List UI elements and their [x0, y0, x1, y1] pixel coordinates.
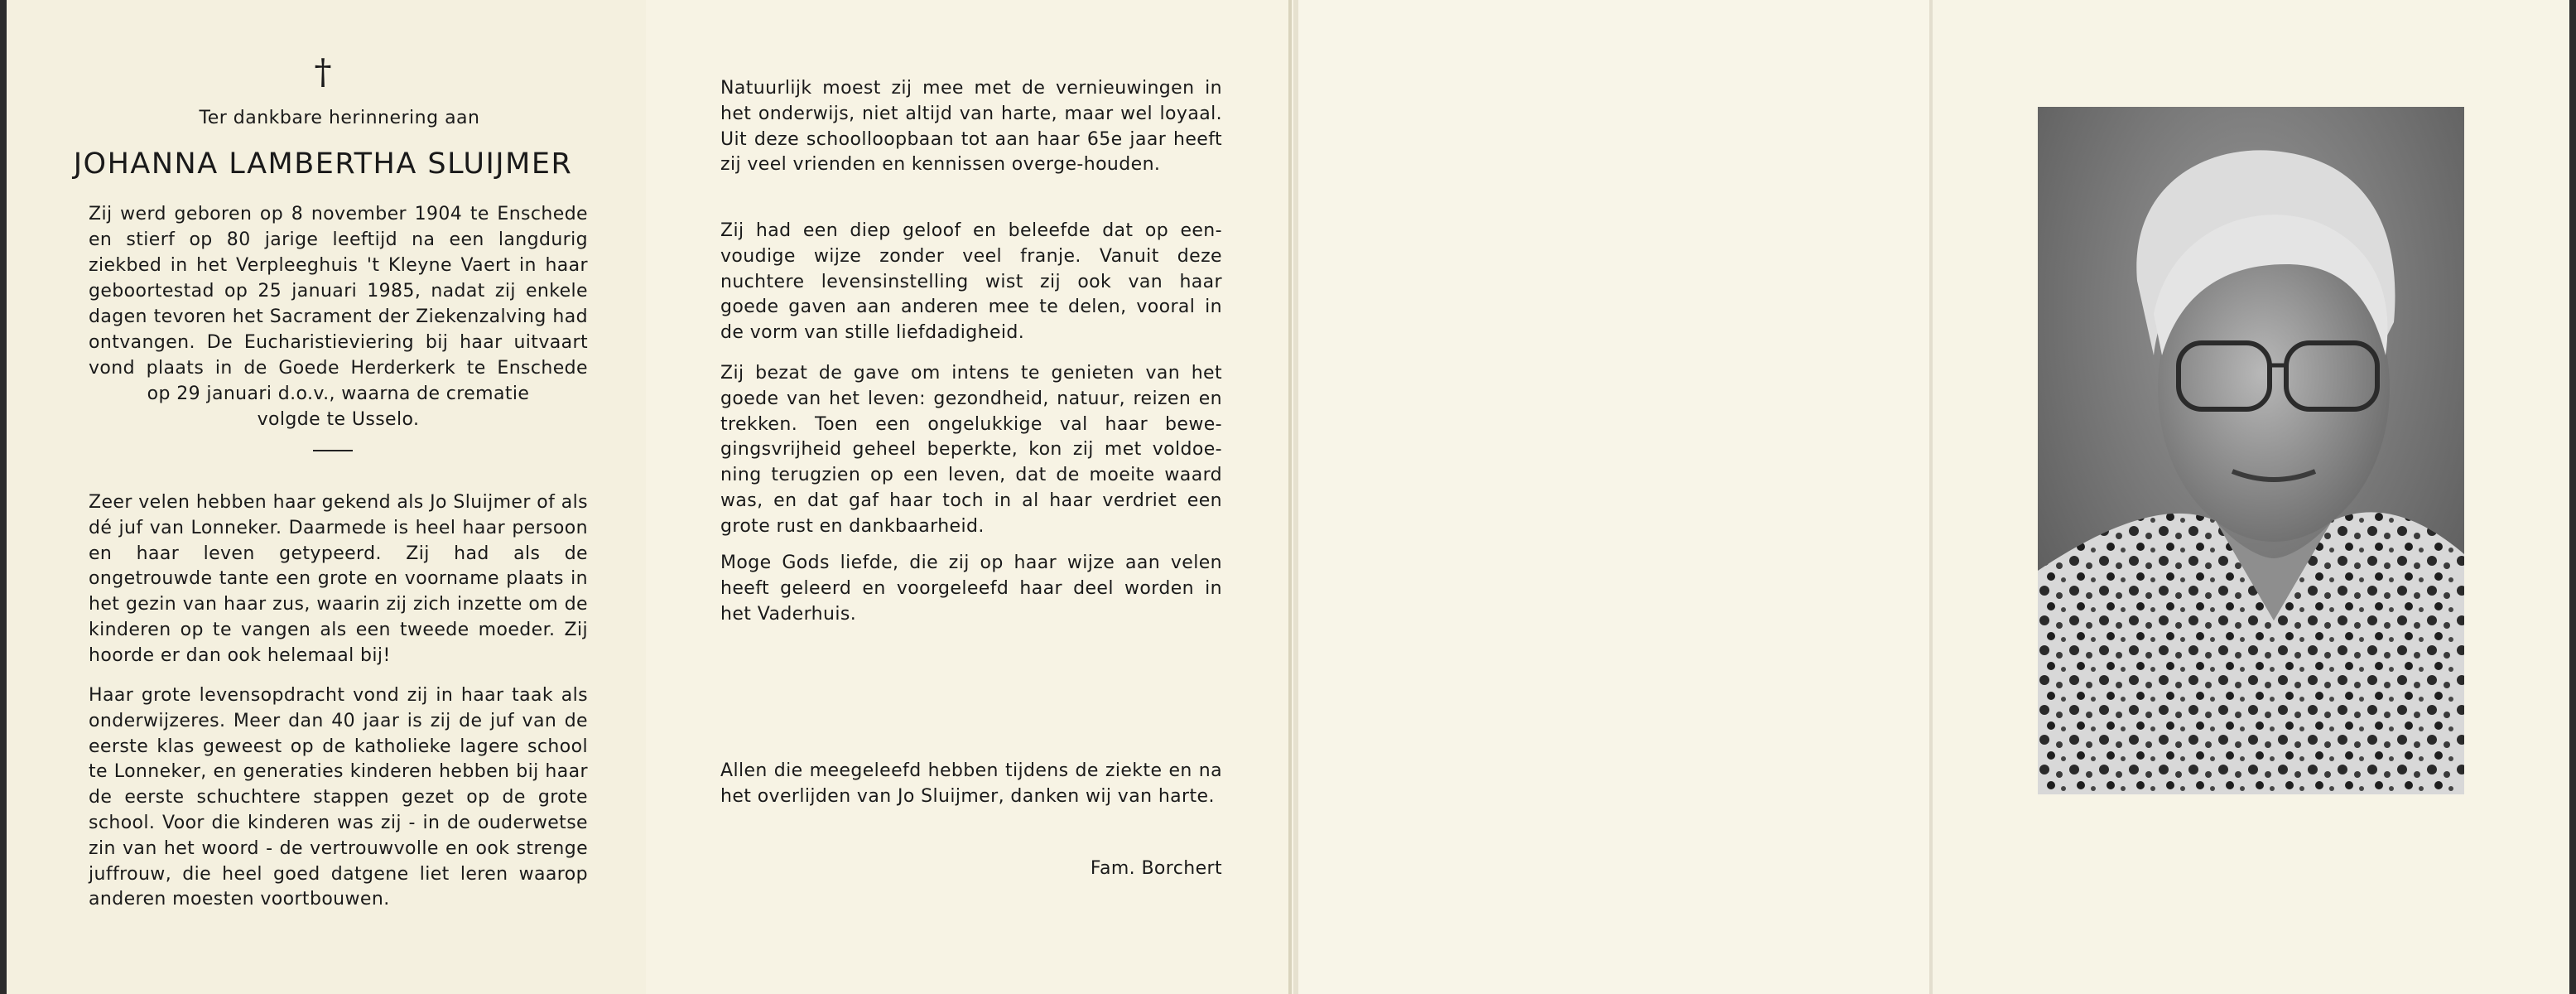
paragraph-career: Natuurlijk moest zij mee met de vernieuwingen in het onderwijs, niet altijd van harte, maar wel loyaal. Uit deze schoolloopbaan tot aan haar 65e jaar heeft zij veel vrienden en kennissen overge-houden. [720, 78, 1222, 176]
cross-icon: † [314, 51, 332, 92]
paragraph-known-as: Zeer velen hebben haar gekend als Jo Sluijmer of als dé juf van Lonneker. Daarmede is heel haar persoon en haar leven getypeerd. Zij had als de ongetrouwde tante een grote en voorname plaats in het gezin van haar zus, waarin zij zich inzette om de kinderen op te vangen als een tweede moeder. Zij hoorde er dan ook helemaal bij! [89, 492, 588, 666]
intro-text: Ter dankbare herinnering aan [199, 108, 480, 128]
thanks-text: Allen die meegeleefd hebben tijdens de ziekte en na het overlijden van Jo Sluijmer, danken wij van harte. [720, 760, 1222, 807]
bio-line: ontvangen. De Eucharistieviering bij haar uitvaart [89, 332, 588, 353]
divider-rule [313, 450, 353, 451]
card-panel-blank [1293, 0, 1929, 994]
bio-line: geboortestad op 25 januari 1985, nadat zij enkele [89, 281, 588, 302]
card-fold [1288, 0, 1292, 994]
bio-line: vond plaats in de Goede Herderkerk te Enschede [89, 358, 588, 379]
paragraph-prayer: Moge Gods liefde, die zij op haar wijze aan velen heeft geleerd en voorgeleefd haar deel worden in het Vaderhuis. [720, 552, 1222, 625]
portrait-photo [2038, 107, 2464, 794]
bio-line: en stierf op 80 jarige leeftijd na een langdurig [89, 229, 588, 250]
paragraph-faith: Zij had een diep geloof en beleefde dat op een-voudige wijze zonder veel franje. Vanuit deze nuchtere levensinstelling wist zij ook van haar goede gaven aan anderen mee te delen, vooral in de vorm van stille liefdadigheid. [720, 220, 1222, 344]
bio-line: op 29 januari d.o.v., waarna de crematie [147, 384, 530, 404]
deceased-name: JOHANNA LAMBERTHA SLUIJMER [73, 147, 573, 181]
bio-line: ziekbed in het Verpleeghuis 't Kleyne Vaert in haar [89, 255, 588, 276]
signature: Fam. Borchert [1090, 858, 1222, 879]
paragraph-life: Zij bezat de gave om intens te genieten van het goede van het leven: gezondheid, natuur, reizen en trekken. Toen een ongelukkige val haar bewe-gingsvrijheid geheel beperkte, kon zij met voldoe-ning terugzien op een leven, dat de moeite waard was, en dat gaf haar toch in al haar verdriet een grote rust en dankbaarheid. [720, 363, 1222, 537]
bio-line: Zij werd geboren op 8 november 1904 te Enschede [89, 204, 588, 224]
paragraph-teacher: Haar grote levensopdracht vond zij in haar taak als onderwijzeres. Meer dan 40 jaar is zij de juf van de eerste klas geweest op de katholieke lagere school te Lonneker, en generaties kinderen hebben bij haar de eerste schuchtere stappen gezet op de grote school. Voor die kinderen was zij - in de ouderwetse zin van het woord - de vertrouwvolle en ook strenge juffrouw, die heel goed datgene liet leren waarop anderen moesten voortbouwen. [89, 685, 588, 910]
bio-line: volgde te Usselo. [257, 409, 420, 430]
bio-line: dagen tevoren het Sacrament der Ziekenzalving had [89, 306, 588, 327]
